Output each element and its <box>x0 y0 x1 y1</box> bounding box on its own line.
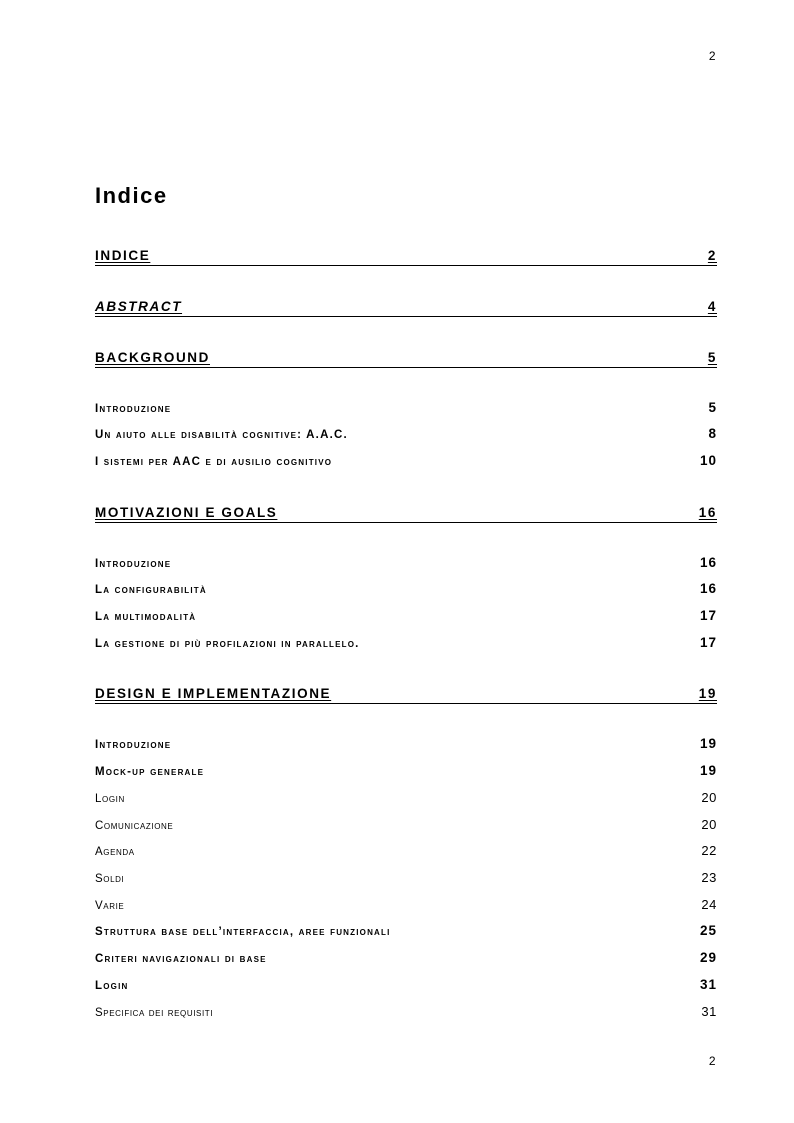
page-title: Indice <box>95 183 168 208</box>
toc-entry[interactable] <box>95 635 717 651</box>
toc-entry-page: 24 <box>701 897 717 912</box>
toc-entry[interactable] <box>95 453 717 469</box>
toc-entry[interactable] <box>95 977 717 993</box>
toc-entry-page: 19 <box>698 686 717 701</box>
toc-entry-page: 16 <box>699 581 717 596</box>
toc-entry-page: 19 <box>699 736 717 751</box>
toc-entry[interactable] <box>95 870 717 886</box>
toc-entry-page: 31 <box>699 977 717 992</box>
toc-entry[interactable] <box>95 736 717 752</box>
toc-entry-page: 23 <box>701 870 717 885</box>
toc-entry-page: 17 <box>699 635 717 650</box>
toc-entry-page: 22 <box>701 843 717 858</box>
toc-entry-label: Struttura base dell’interfaccia, aree funzionali <box>95 926 391 938</box>
toc-entry-page: 17 <box>699 608 717 623</box>
toc-entry[interactable] <box>95 817 717 833</box>
toc-entry-page: 4 <box>707 299 717 314</box>
toc-entry[interactable] <box>95 1004 717 1020</box>
toc-entry[interactable] <box>95 555 717 571</box>
toc-entry[interactable] <box>95 843 717 859</box>
toc-entry-label: Login <box>95 793 125 805</box>
toc-entry-label: Login <box>95 980 129 992</box>
toc-entry-label: Comunicazione <box>95 820 174 832</box>
toc-entry-label: I sistemi per AAC e di ausilio cognitivo <box>95 456 333 468</box>
toc-entry-label: ABSTRACT <box>95 299 183 314</box>
toc-entry-page: 2 <box>707 248 717 263</box>
toc-entry-page: 5 <box>707 350 717 365</box>
toc-entry-page: 16 <box>698 505 717 520</box>
toc-entry[interactable] <box>95 685 717 704</box>
toc-entry-page: 16 <box>699 555 717 570</box>
page-number-top: 2 <box>708 49 716 63</box>
toc-entry[interactable] <box>95 349 717 368</box>
toc-entry[interactable] <box>95 504 717 523</box>
toc-entry[interactable] <box>95 247 717 266</box>
toc-entry[interactable] <box>95 426 717 442</box>
toc-entry-label: INDICE <box>95 248 151 263</box>
toc-entry-label: La multimodalità <box>95 611 197 623</box>
toc-entry-label: DESIGN E IMPLEMENTAZIONE <box>95 686 332 701</box>
page-number-bottom: 2 <box>708 1054 716 1068</box>
toc-entry[interactable] <box>95 298 717 317</box>
toc-entry-page: 20 <box>701 817 717 832</box>
toc-entry-label: La configurabilità <box>95 584 207 596</box>
toc-entry-label: Introduzione <box>95 558 172 570</box>
toc-entry-label: Soldi <box>95 873 125 885</box>
toc-entry-label: La gestione di più profilazioni in parallelo. <box>95 638 360 650</box>
toc-entry-page: 8 <box>708 426 717 441</box>
toc-entry-page: 5 <box>708 400 717 415</box>
toc-entry[interactable] <box>95 897 717 913</box>
toc-entry[interactable] <box>95 923 717 939</box>
toc-entry-label: BACKGROUND <box>95 350 210 365</box>
toc-entry-label: Un aiuto alle disabilità cognitive: A.A.C. <box>95 429 348 441</box>
toc-entry-label: Varie <box>95 900 125 912</box>
toc-entry-page: 19 <box>699 763 717 778</box>
toc-entry[interactable] <box>95 608 717 624</box>
toc-entry-label: Introduzione <box>95 739 172 751</box>
toc-entry[interactable] <box>95 950 717 966</box>
toc-entry-label: Mock-up generale <box>95 766 205 778</box>
toc-entry-page: 20 <box>701 790 717 805</box>
toc-entry-page: 25 <box>699 923 717 938</box>
toc-entry-label: Introduzione <box>95 403 172 415</box>
toc-entry-page: 29 <box>699 950 717 965</box>
toc-entry-page: 10 <box>699 453 717 468</box>
toc-entry-label: Criteri navigazionali di base <box>95 953 267 965</box>
toc-entry-label: Specifica dei requisiti <box>95 1007 214 1019</box>
toc-entry[interactable] <box>95 763 717 779</box>
toc-entry[interactable] <box>95 400 717 416</box>
toc-entry-label: MOTIVAZIONI E GOALS <box>95 505 278 520</box>
toc-entry[interactable] <box>95 581 717 597</box>
toc-entry-page: 31 <box>701 1004 717 1019</box>
toc-entry[interactable] <box>95 790 717 806</box>
toc-entry-label: Agenda <box>95 846 135 858</box>
